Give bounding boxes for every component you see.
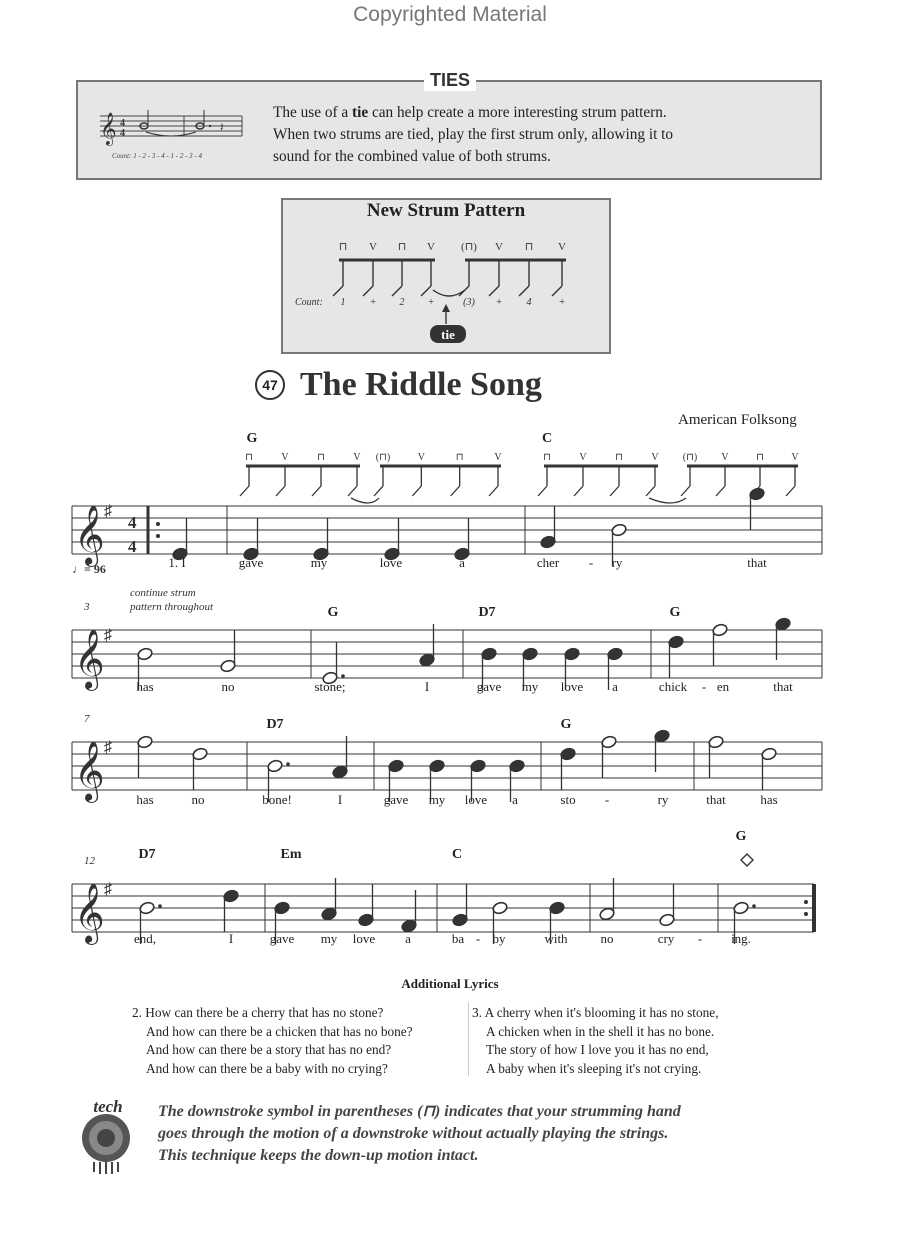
lyric-syllable: - <box>604 792 610 807</box>
lyric-line: And how can there be a story that has no end? <box>146 1042 392 1057</box>
lyric-syllable: ing. <box>731 931 751 946</box>
count-label: Count: <box>295 297 323 308</box>
note-head <box>452 913 469 927</box>
strum-symbol: V <box>281 452 289 463</box>
tie-label: tie <box>441 327 455 342</box>
strum-symbol: V <box>494 452 502 463</box>
strum-symbol: ⊓ <box>455 452 464 463</box>
strum-symbol: ⊓ <box>615 452 623 463</box>
strum-symbol: V <box>353 452 361 463</box>
lyric-syllable: that <box>706 792 726 807</box>
treble-clef-icon: 𝄞 <box>74 885 105 942</box>
music-score <box>0 420 900 980</box>
lyric-syllable: my <box>320 931 338 946</box>
note-head <box>668 635 685 649</box>
repeat-dot <box>804 900 808 904</box>
strum-slash <box>374 486 383 496</box>
note-head <box>564 647 581 661</box>
note-head <box>388 759 405 773</box>
lyric-syllable: with <box>544 931 568 946</box>
note-head <box>599 907 616 921</box>
lyric-syllable: cher <box>536 555 560 570</box>
note-head <box>733 901 750 915</box>
note-head <box>560 747 577 761</box>
strum-tie <box>649 498 686 503</box>
strum-symbol: V <box>495 241 503 253</box>
song-number-badge: 47 <box>255 370 285 400</box>
strum-slash <box>681 486 690 496</box>
lyric-syllable: a <box>459 555 465 570</box>
chord-symbol: G <box>560 717 572 732</box>
lyric-syllable: a <box>405 931 411 946</box>
note-head <box>481 647 498 661</box>
treble-clef-icon: 𝄞 <box>74 507 105 564</box>
ties-text-line: When two strums are tied, play the first strum only, allowing it to <box>273 126 674 143</box>
note-dot <box>341 674 345 678</box>
strum-diamond-icon <box>741 854 753 866</box>
strum-symbol: V <box>427 241 435 253</box>
svg-text:𝄞: 𝄞 <box>100 114 117 145</box>
lyric-syllable: en <box>716 679 730 694</box>
strum-slash <box>574 486 583 496</box>
lyric-syllable: gave <box>238 555 264 570</box>
strum-symbol: V <box>579 452 587 463</box>
strum-slash <box>646 486 655 496</box>
count-item: + <box>558 297 566 308</box>
strum-slash <box>538 486 547 496</box>
strum-slash <box>312 486 321 496</box>
verse-2 <box>132 1004 413 1078</box>
note-head <box>274 901 291 915</box>
svg-text:𝄽: 𝄽 <box>220 120 224 134</box>
ties-text-line: sound for the combined value of both strums. <box>273 148 551 165</box>
repeat-dot <box>156 534 160 538</box>
lyric-syllable: a <box>612 679 618 694</box>
strum-slash <box>716 486 725 496</box>
lyric-syllable: no <box>600 931 614 946</box>
note-head <box>470 759 487 773</box>
note-head <box>139 901 156 915</box>
lyric-syllable: has <box>136 679 154 694</box>
ties-description <box>273 102 813 168</box>
chord-symbol: C <box>541 431 553 446</box>
lyric-syllable: chick <box>658 679 688 694</box>
count-item: + <box>495 297 503 308</box>
lyric-syllable: stone; <box>314 679 346 694</box>
lyric-syllable: has <box>136 792 154 807</box>
note-head <box>492 901 509 915</box>
strum-symbol: V <box>369 241 377 253</box>
ties-count-label: Count: 1 - 2 - 3 - 4 - 1 - 2 - 3 - 4 <box>112 152 203 160</box>
lyric-syllable: love <box>352 931 376 946</box>
strum-symbol: (⊓) <box>375 452 391 463</box>
lyric-syllable: no <box>221 679 235 694</box>
chord-symbol: G <box>735 829 747 844</box>
repeat-dot <box>804 912 808 916</box>
count-item: (3) <box>463 297 475 308</box>
measure-number: 12 <box>84 855 95 867</box>
tech-note-text <box>158 1101 858 1167</box>
strum-symbol: V <box>721 452 729 463</box>
strum-slash <box>451 486 460 496</box>
song-title: The Riddle Song <box>300 366 542 403</box>
additional-lyrics-title: Additional Lyrics <box>401 976 499 991</box>
lyric-syllable: love <box>560 679 584 694</box>
lyric-syllable: I <box>228 931 234 946</box>
note-head <box>429 759 446 773</box>
strum-symbol: V <box>791 452 799 463</box>
strum-instruction: continue strum <box>130 587 196 599</box>
lyric-syllable: I <box>424 679 430 694</box>
note-head <box>137 647 154 661</box>
lyric-syllable: love <box>379 555 403 570</box>
count-item: + <box>427 297 435 308</box>
verse-divider <box>468 1002 469 1076</box>
tech-badge-icon <box>76 1096 146 1176</box>
note-head <box>761 747 778 761</box>
lyric-syllable: ry <box>657 792 669 807</box>
ties-text-part: can help create a more interesting strum pattern. <box>368 104 667 121</box>
strum-symbol: ⊓ <box>543 452 551 463</box>
strum-symbol: (⊓) <box>461 241 477 253</box>
note-head <box>601 735 618 749</box>
lyric-syllable: - <box>475 931 481 946</box>
key-signature-sharp-icon: ♯ <box>104 739 112 756</box>
tech-badge-label: tech <box>93 1097 123 1116</box>
lyric-syllable: my <box>310 555 328 570</box>
ties-text-part: The use of a <box>273 104 353 121</box>
ties-text-bold: tie <box>352 104 369 121</box>
strum-symbol: V <box>651 452 659 463</box>
staff-system-1 <box>72 431 822 576</box>
ties-title: TIES <box>424 70 476 91</box>
chord-symbol: D7 <box>138 847 156 862</box>
lyric-syllable: that <box>773 679 793 694</box>
strum-symbol: ⊓ <box>756 452 764 463</box>
lyric-syllable: gave <box>269 931 295 946</box>
strum-symbol: ⊓ <box>338 241 348 253</box>
staff-system-3 <box>72 713 822 807</box>
lyric-line: 2. How can there be a cherry that has no stone? <box>132 1005 384 1020</box>
lyric-syllable: love <box>464 792 488 807</box>
lyric-line: A chicken when in the shell it has no bone. <box>486 1023 715 1039</box>
lyric-line: The story of how I love you it has no end, <box>486 1042 709 1057</box>
note-head <box>419 653 436 667</box>
strum-slash <box>348 486 357 496</box>
chord-symbol: G <box>669 605 681 620</box>
note-head <box>522 647 539 661</box>
note-dot <box>286 762 290 766</box>
treble-clef-icon: 𝄞 <box>74 631 105 688</box>
note-dot <box>158 904 162 908</box>
chord-symbol: G <box>246 431 258 446</box>
lyric-syllable: a <box>512 792 518 807</box>
lyric-syllable: cry <box>657 931 675 946</box>
staff-system-4 <box>72 829 814 946</box>
strum-pattern-diagram <box>281 198 611 354</box>
note-head <box>708 735 725 749</box>
composer-credit: American Folksong <box>678 412 797 428</box>
lyric-syllable: - <box>588 555 594 570</box>
tempo-marking: ♩= 96 <box>72 562 106 576</box>
note-dot <box>752 904 756 908</box>
count-item: + <box>369 297 377 308</box>
note-head <box>712 623 729 637</box>
note-head <box>358 913 375 927</box>
note-head <box>659 913 676 927</box>
lyric-syllable: - <box>701 679 707 694</box>
note-head <box>607 647 624 661</box>
count-item: 1 <box>340 297 346 308</box>
note-head <box>332 765 349 779</box>
note-head <box>611 523 628 537</box>
lyric-line: And how can there be a baby with no crying? <box>146 1060 388 1076</box>
lyric-syllable: I <box>337 792 343 807</box>
measure-number: 3 <box>84 601 90 613</box>
lyric-line: A baby when it's sleeping it's not crying. <box>486 1060 702 1076</box>
key-signature-sharp-icon: ♯ <box>104 627 112 644</box>
tech-note-line: This technique keeps the down-up motion intact. <box>158 1147 479 1164</box>
note-head <box>540 535 557 549</box>
strum-slash <box>610 486 619 496</box>
strum-symbol: ⊓ <box>317 452 325 463</box>
lyric-syllable: 1. I <box>168 555 186 570</box>
key-signature-sharp-icon: ♯ <box>104 881 112 898</box>
lyric-syllable: that <box>747 555 767 570</box>
count-item: 2 <box>399 297 405 308</box>
chord-symbol: Em <box>280 847 302 862</box>
lyric-syllable: ba <box>451 931 465 946</box>
strum-instruction: pattern throughout <box>130 601 214 613</box>
note-head <box>321 907 338 921</box>
strum-tie <box>351 498 379 503</box>
lyric-syllable: by <box>492 931 506 946</box>
note-head <box>654 729 671 743</box>
strum-slash <box>412 486 421 496</box>
strum-symbol: ⊓ <box>397 241 407 253</box>
note-head <box>223 889 240 903</box>
strum-slash <box>276 486 285 496</box>
strum-slash <box>240 486 249 496</box>
note-head <box>549 901 566 915</box>
measure-number: 7 <box>84 713 90 725</box>
chord-symbol: G <box>327 605 339 620</box>
lyric-syllable: ry <box>611 555 623 570</box>
strum-slash <box>489 486 498 496</box>
count-item: 4 <box>526 297 532 308</box>
repeat-dot <box>156 522 160 526</box>
chord-symbol: D7 <box>478 605 496 620</box>
svg-text:4: 4 <box>120 128 125 139</box>
strum-symbol: (⊓) <box>682 452 698 463</box>
note-head <box>509 759 526 773</box>
staff-system-2 <box>72 587 822 694</box>
strum-symbol: V <box>558 241 566 253</box>
chord-symbol: C <box>451 847 463 862</box>
lyric-syllable: sto <box>560 792 576 807</box>
lyric-line: 3. A cherry when it's blooming it has no stone, <box>472 1005 719 1020</box>
svg-text:4: 4 <box>120 118 125 129</box>
lyric-syllable: gave <box>383 792 409 807</box>
lyric-syllable: end, <box>133 931 157 946</box>
note-head <box>137 735 154 749</box>
copyright-watermark: Copyrighted Material <box>353 3 547 26</box>
lyric-syllable: no <box>191 792 205 807</box>
time-signature-top: 4 <box>128 513 137 532</box>
note-head <box>192 747 209 761</box>
strum-symbol: V <box>417 452 425 463</box>
strum-symbol: ⊓ <box>245 452 253 463</box>
lyric-syllable: bone! <box>262 792 292 807</box>
tech-note-line: goes through the motion of a downstroke without actually playing the strings. <box>158 1125 669 1142</box>
verse-3 <box>472 1004 719 1078</box>
lyric-syllable: gave <box>476 679 502 694</box>
tech-note-line: The downstroke symbol in parentheses (⊓) indicates that your strumming hand <box>158 1103 681 1120</box>
strum-slash <box>786 486 795 496</box>
ties-notation-example <box>96 104 246 164</box>
lyric-syllable: my <box>428 792 446 807</box>
chord-symbol: D7 <box>266 717 284 732</box>
lyric-line: And how can there be a chicken that has no bone? <box>146 1023 413 1039</box>
strum-symbol: ⊓ <box>524 241 534 253</box>
lyric-syllable: has <box>760 792 778 807</box>
note-head <box>267 759 284 773</box>
time-signature-bottom: 4 <box>128 537 137 556</box>
lyric-syllable: my <box>521 679 539 694</box>
strum-pattern-title: New Strum Pattern <box>366 200 526 221</box>
note-head <box>220 659 237 673</box>
treble-clef-icon: 𝄞 <box>74 743 105 800</box>
note-head <box>775 617 792 631</box>
lyric-syllable: - <box>697 931 703 946</box>
key-signature-sharp-icon: ♯ <box>104 503 112 520</box>
